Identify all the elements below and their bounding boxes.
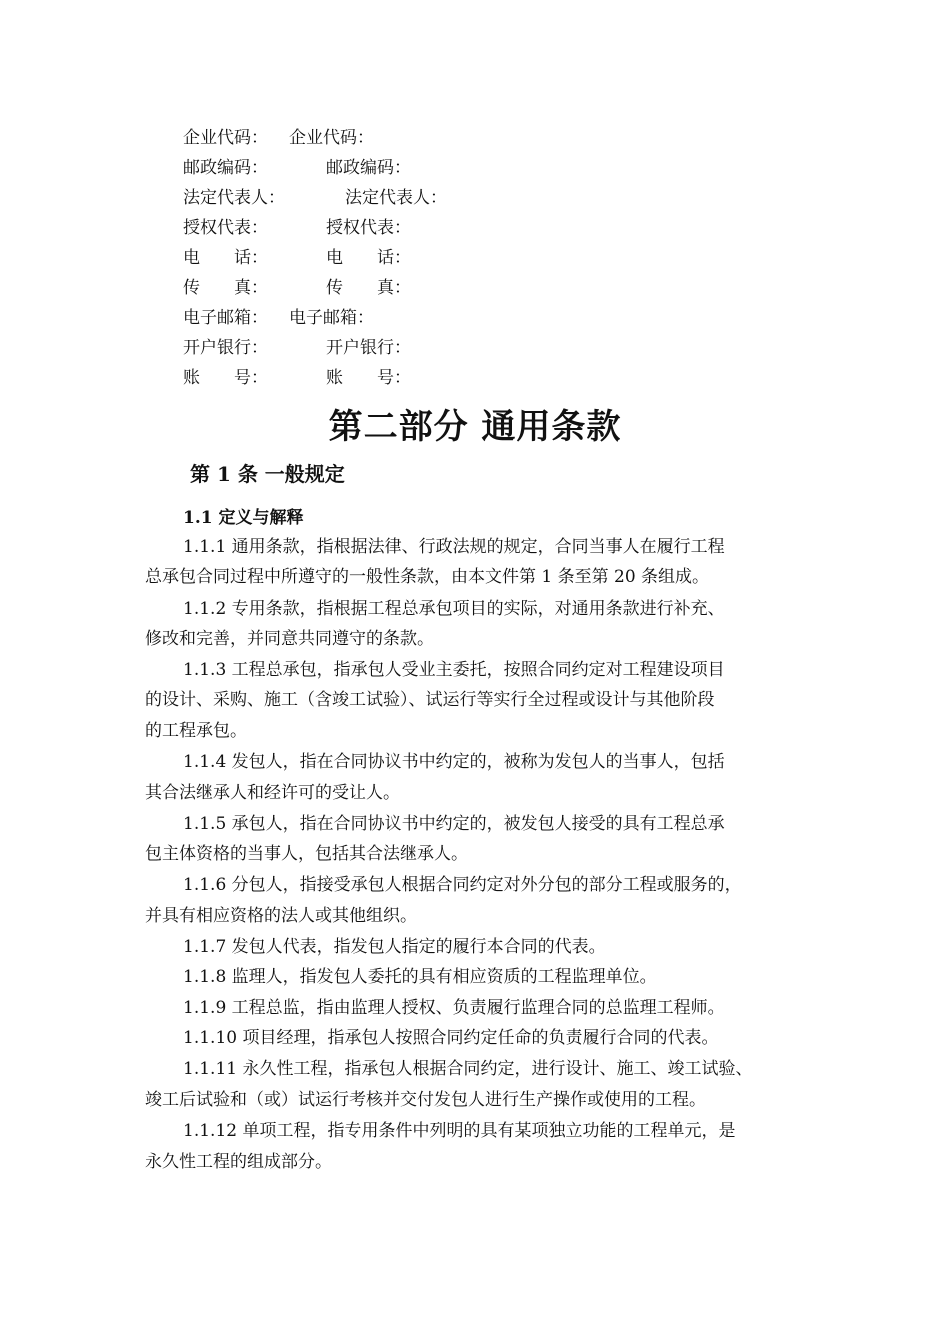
paragraph-line: 修改和完善，并同意共同遵守的条款。 <box>145 629 434 649</box>
field-label-left: 账 号： <box>183 368 268 388</box>
field-label-right: 电 话： <box>326 248 411 268</box>
article-title: 第 1 条 一般规定 <box>190 462 345 486</box>
field-label-left: 开户银行： <box>183 338 268 358</box>
paragraph-line: 包主体资格的当事人，包括其合法继承人。 <box>145 844 468 864</box>
paragraph-line: 1.1.2 专用条款，指根据工程总承包项目的实际，对通用条款进行补充、 <box>183 599 725 619</box>
field-label-right: 企业代码： <box>289 128 374 148</box>
paragraph-line: 1.1.9 工程总监，指由监理人授权、负责履行监理合同的总监理工程师。 <box>183 998 725 1018</box>
paragraph-line: 1.1.10 项目经理，指承包人按照合同约定任命的负责履行合同的代表。 <box>183 1028 719 1048</box>
field-label-right: 开户银行： <box>326 338 411 358</box>
paragraph-line: 1.1.1 通用条款，指根据法律、行政法规的规定，合同当事人在履行工程 <box>183 537 725 557</box>
paragraph-line: 1.1.12 单项工程，指专用条件中列明的具有某项独立功能的工程单元，是 <box>183 1121 736 1141</box>
paragraph-line: 的设计、采购、施工（含竣工试验）、试运行等实行全过程或设计与其他阶段 <box>145 690 715 710</box>
field-label-right: 法定代表人： <box>345 188 447 208</box>
field-label-left: 电子邮箱： <box>183 308 268 328</box>
paragraph-line: 的工程承包。 <box>145 721 247 741</box>
paragraph-line: 其合法继承人和经许可的受让人。 <box>145 783 400 803</box>
field-label-left: 企业代码： <box>183 128 268 148</box>
paragraph-line: 总承包合同过程中所遵守的一般性条款，由本文件第 1 条至第 20 条组成。 <box>145 567 710 587</box>
field-label-left: 邮政编码： <box>183 158 268 178</box>
field-label-left: 法定代表人： <box>183 188 285 208</box>
field-label-left: 传 真： <box>183 278 268 298</box>
paragraph-line: 1.1.3 工程总承包，指承包人受业主委托，按照合同约定对工程建设项目 <box>183 660 725 680</box>
field-label-right: 邮政编码： <box>326 158 411 178</box>
paragraph-line: 竣工后试验和（或）试运行考核并交付发包人进行生产操作或使用的工程。 <box>145 1090 706 1110</box>
paragraph-line: 1.1.8 监理人，指发包人委托的具有相应资质的工程监理单位。 <box>183 967 657 987</box>
paragraph-line: 并具有相应资格的法人或其他组织。 <box>145 906 417 926</box>
section-title: 1.1 定义与解释 <box>183 508 304 528</box>
field-label-right: 电子邮箱： <box>289 308 374 328</box>
paragraph-line: 永久性工程的组成部分。 <box>145 1152 332 1172</box>
paragraph-line: 1.1.4 发包人，指在合同协议书中约定的，被称为发包人的当事人，包括 <box>183 752 725 772</box>
field-label-left: 电 话： <box>183 248 268 268</box>
field-label-left: 授权代表： <box>183 218 268 238</box>
field-label-right: 传 真： <box>326 278 411 298</box>
paragraph-line: 1.1.5 承包人，指在合同协议书中约定的，被发包人接受的具有工程总承 <box>183 814 725 834</box>
paragraph-line: 1.1.6 分包人，指接受承包人根据合同约定对外分包的部分工程或服务的， <box>183 875 742 895</box>
part-title: 第二部分 通用条款 <box>328 407 622 447</box>
paragraph-line: 1.1.11 永久性工程，指承包人根据合同约定，进行设计、施工、竣工试验、 <box>183 1059 753 1079</box>
paragraph-line: 1.1.7 发包人代表，指发包人指定的履行本合同的代表。 <box>183 937 606 957</box>
field-label-right: 授权代表： <box>326 218 411 238</box>
field-label-right: 账 号： <box>326 368 411 388</box>
